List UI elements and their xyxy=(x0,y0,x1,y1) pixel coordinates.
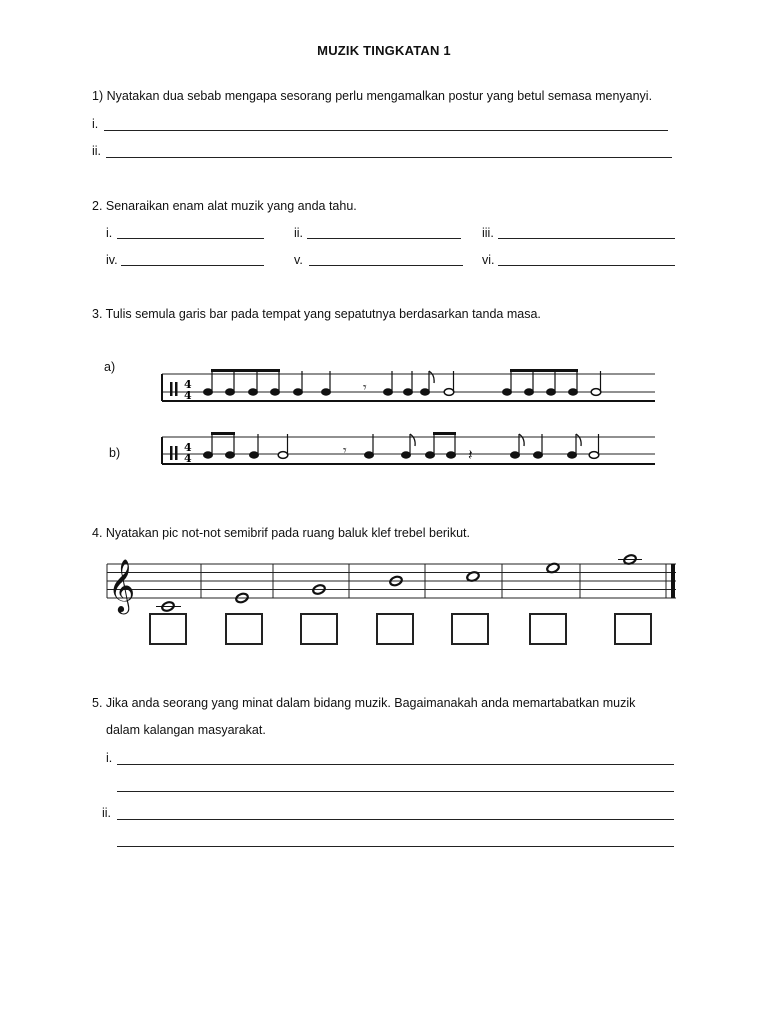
q5-label-i: i. xyxy=(106,751,113,765)
q2-label-iii: iii. xyxy=(482,226,494,240)
question-3-prompt: 3. Tulis semula garis bar pada tempat yang sepatutnya berdasarkan tanda masa. xyxy=(92,307,541,321)
q1-label-ii: ii. xyxy=(92,144,102,158)
svg-text:𝄾: 𝄾 xyxy=(363,380,367,396)
note-answer-box-6[interactable] xyxy=(529,613,567,645)
svg-text:4: 4 xyxy=(184,452,192,465)
treble-clef-icon: 𝄞 xyxy=(108,558,136,612)
q5-label-ii: ii. xyxy=(102,806,112,820)
q2-label-iv: iv. xyxy=(106,253,118,267)
svg-text:𝄾: 𝄾 xyxy=(343,443,347,459)
question-2-prompt: 2. Senaraikan enam alat muzik yang anda tahu. xyxy=(92,199,357,213)
svg-text:4: 4 xyxy=(184,441,192,454)
q3-part-a-label: a) xyxy=(104,360,116,374)
q2-label-vi: vi. xyxy=(482,253,495,267)
note-answer-box-2[interactable] xyxy=(225,613,263,645)
question-4-prompt: 4. Nyatakan pic not-not semibrif pada ruang baluk klef trebel berikut. xyxy=(92,526,470,540)
note-answer-box-7[interactable] xyxy=(614,613,652,645)
q1-label-i: i. xyxy=(92,117,99,131)
note-answer-box-3[interactable] xyxy=(300,613,338,645)
q5-answer-line-i-2[interactable] xyxy=(117,791,674,792)
page-title: MUZIK TINGKATAN 1 xyxy=(317,43,451,58)
note-answer-box-4[interactable] xyxy=(376,613,414,645)
q2-label-ii: ii. xyxy=(294,226,304,240)
svg-text:4: 4 xyxy=(184,389,192,402)
q5-answer-line-i-1[interactable] xyxy=(117,764,674,765)
note-answer-box-5[interactable] xyxy=(451,613,489,645)
q2-label-v: v. xyxy=(294,253,303,267)
svg-text:𝄽: 𝄽 xyxy=(468,446,473,464)
note-answer-box-1[interactable] xyxy=(149,613,187,645)
svg-text:4: 4 xyxy=(184,378,192,391)
semibreve-notes xyxy=(156,554,642,613)
question-5-prompt-line1: 5. Jika anda seorang yang minat dalam bidang muzik. Bagaimanakah anda memartabatkan muzik xyxy=(92,696,636,710)
q3-part-b-label: b) xyxy=(109,446,121,460)
q5-answer-line-ii-2[interactable] xyxy=(117,846,674,847)
question-1-prompt: 1) Nyatakan dua sebab mengapa sesorang perlu mengamalkan postur yang betul semasa menyanyi. xyxy=(92,89,653,103)
q2-label-i: i. xyxy=(106,226,113,240)
question-5-prompt-line2: dalam kalangan masyarakat. xyxy=(106,723,266,737)
q5-answer-line-ii-1[interactable] xyxy=(117,819,674,820)
